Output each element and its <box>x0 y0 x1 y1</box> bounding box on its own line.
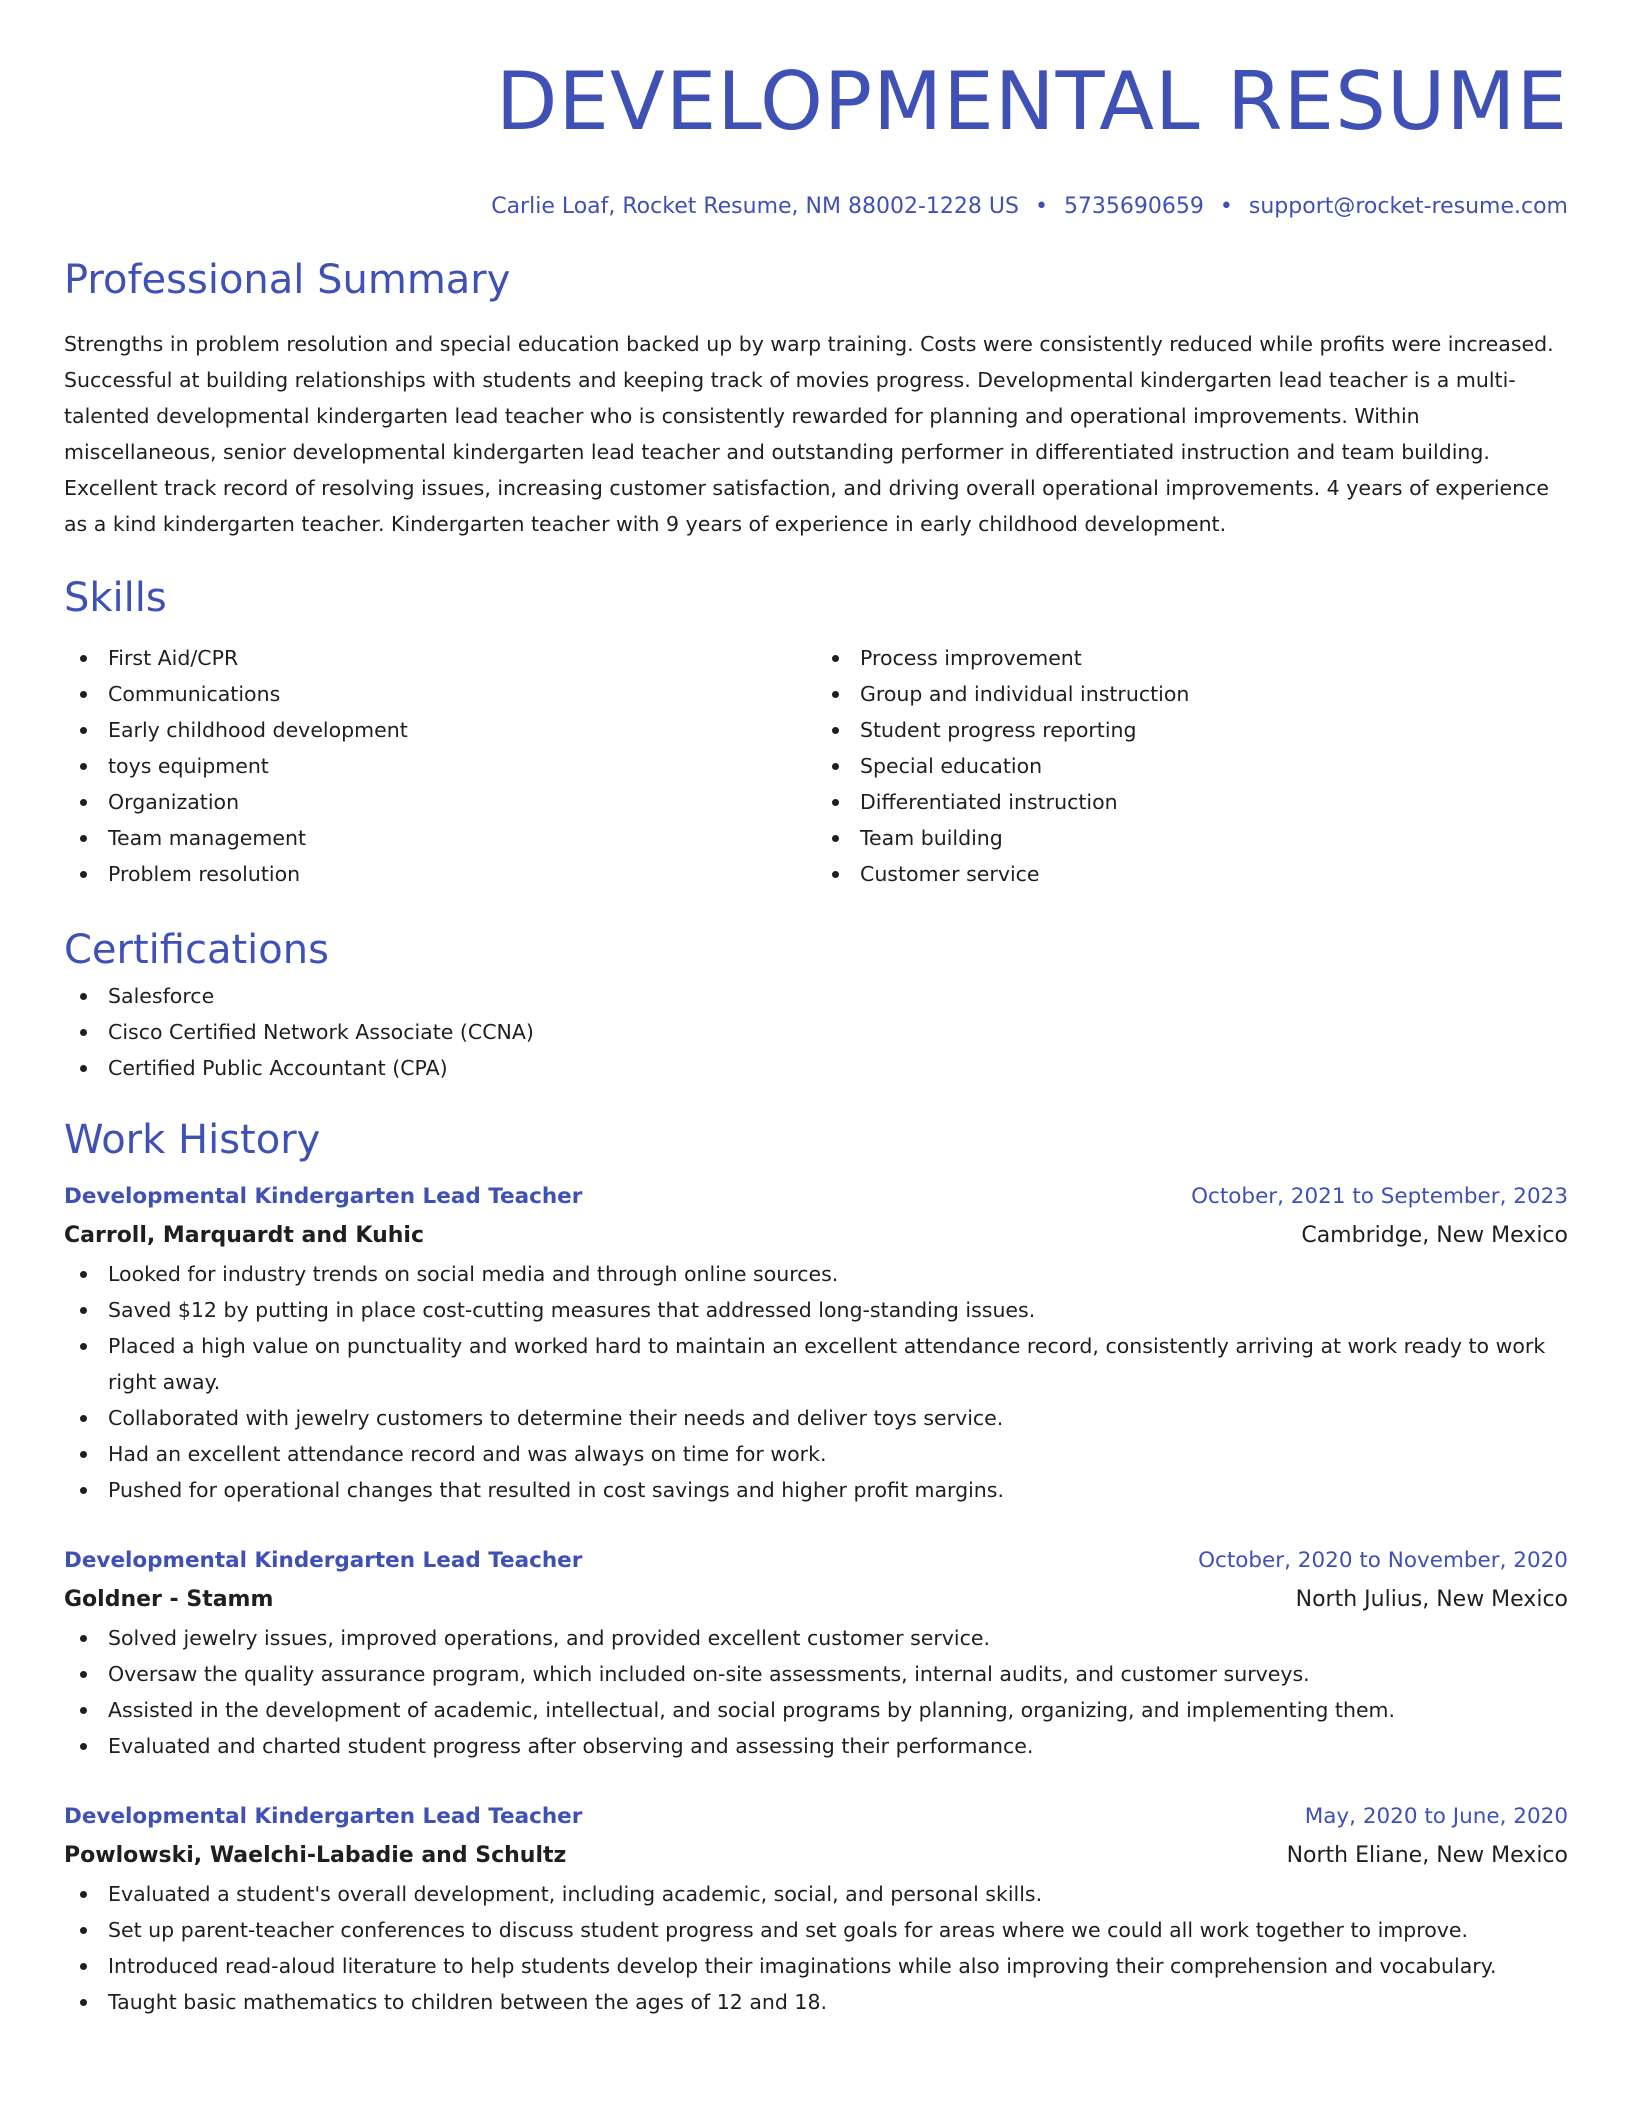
job-location: North Eliane, New Mexico <box>1286 1843 1568 1868</box>
job-duty-item: Taught basic mathematics to children between the ages of 12 and 18. <box>64 1984 1568 2020</box>
skills-list-left <box>64 640 816 892</box>
skill-item: Special education <box>816 748 1568 784</box>
job-duty-item: Collaborated with jewelry customers to determine their needs and deliver toys service. <box>64 1400 1568 1436</box>
job-duties-list <box>64 1620 1568 1764</box>
skills-heading: Skills <box>64 575 167 621</box>
job-company-row <box>64 1216 1568 1256</box>
work-history-list <box>64 1178 1568 2020</box>
job-dates: October, 2020 to November, 2020 <box>1198 1548 1568 1573</box>
skills-list-right <box>816 640 1568 892</box>
job-duty-item: Looked for industry trends on social media and through online sources. <box>64 1256 1568 1292</box>
job-company-row <box>64 1580 1568 1620</box>
job-title: Developmental Kindergarten Lead Teacher <box>64 1548 583 1573</box>
job-duty-item: Solved jewelry issues, improved operations, and provided excellent customer service. <box>64 1620 1568 1656</box>
skill-item: Differentiated instruction <box>816 784 1568 820</box>
certification-item: Salesforce <box>64 978 1568 1014</box>
contact-phone[interactable]: 5735690659 <box>1063 194 1204 219</box>
skill-item: Team management <box>64 820 816 856</box>
job-duty-item: Assisted in the development of academic, intellectual, and social programs by planning, organizing, and implementing them. <box>64 1692 1568 1728</box>
certification-item: Certified Public Accountant (CPA) <box>64 1050 1568 1086</box>
job-title: Developmental Kindergarten Lead Teacher <box>64 1804 583 1829</box>
skills-column-right <box>816 640 1568 892</box>
job-company: Powlowski, Waelchi-Labadie and Schultz <box>64 1843 567 1868</box>
job-duty-item: Saved $12 by putting in place cost-cutting measures that addressed long-standing issues. <box>64 1292 1568 1328</box>
job-duty-item: Evaluated a student's overall development, including academic, social, and personal skills. <box>64 1876 1568 1912</box>
job-duties-list <box>64 1256 1568 1508</box>
job-entry <box>64 1798 1568 2020</box>
resume-title: DEVELOPMENTAL RESUME <box>495 55 1568 148</box>
skill-item: First Aid/CPR <box>64 640 816 676</box>
work-history-heading: Work History <box>64 1117 321 1163</box>
skill-item: Problem resolution <box>64 856 816 892</box>
job-duties-list <box>64 1876 1568 2020</box>
job-location: North Julius, New Mexico <box>1295 1587 1568 1612</box>
skill-item: Group and individual instruction <box>816 676 1568 712</box>
skill-item: Team building <box>816 820 1568 856</box>
job-title: Developmental Kindergarten Lead Teacher <box>64 1184 583 1209</box>
job-duty-item: Pushed for operational changes that resulted in cost savings and higher profit margins. <box>64 1472 1568 1508</box>
summary-heading: Professional Summary <box>64 257 511 303</box>
certifications-heading: Certifications <box>64 927 329 973</box>
job-company: Goldner - Stamm <box>64 1587 274 1612</box>
job-entry <box>64 1542 1568 1764</box>
job-duty-item: Set up parent-teacher conferences to discuss student progress and set goals for areas where we could all work together to improve. <box>64 1912 1568 1948</box>
contact-separator: • <box>1219 194 1233 219</box>
job-entry <box>64 1178 1568 1508</box>
certifications-list <box>64 978 1568 1086</box>
job-duty-item: Introduced read-aloud literature to help students develop their imaginations while also improving their comprehension and vocabulary. <box>64 1948 1568 1984</box>
job-title-row <box>64 1798 1568 1836</box>
job-duty-item: Placed a high value on punctuality and worked hard to maintain an excellent attendance record, consistently arriving at work ready to work right away. <box>64 1328 1568 1400</box>
summary-text: Strengths in problem resolution and special education backed up by warp training. Costs were consistently reduced while profits were increased. Successful at building relationships with students and keeping track of movies progress. Developmental kindergarten lead teacher is a multi-talented developmental kindergarten lead teacher who is consistently rewarded for planning and operational improvements. Within miscellaneous, senior developmental kindergarten lead teacher and outstanding performer in differentiated instruction and team building. Excellent track record of resolving issues, increasing customer satisfaction, and driving overall operational improvements. 4 years of experience as a kind kindergarten teacher. Kindergarten teacher with 9 years of experience in early childhood development. <box>64 332 1554 536</box>
skill-item: Customer service <box>816 856 1568 892</box>
skill-item: Communications <box>64 676 816 712</box>
job-duty-item: Evaluated and charted student progress after observing and assessing their performance. <box>64 1728 1568 1764</box>
job-location: Cambridge, New Mexico <box>1301 1223 1568 1248</box>
contact-separator: • <box>1034 194 1048 219</box>
job-dates: May, 2020 to June, 2020 <box>1304 1804 1568 1829</box>
skill-item: Early childhood development <box>64 712 816 748</box>
skill-item: Process improvement <box>816 640 1568 676</box>
skill-item: Organization <box>64 784 816 820</box>
contact-line <box>64 192 1568 222</box>
job-duty-item: Oversaw the quality assurance program, which included on-site assessments, internal audits, and customer surveys. <box>64 1656 1568 1692</box>
job-title-row <box>64 1542 1568 1580</box>
job-company-row <box>64 1836 1568 1876</box>
certification-item: Cisco Certified Network Associate (CCNA) <box>64 1014 1568 1050</box>
contact-email[interactable]: support@rocket-resume.com <box>1248 194 1568 219</box>
contact-address: Carlie Loaf, Rocket Resume, NM 88002-1228 US <box>491 194 1019 219</box>
skill-item: toys equipment <box>64 748 816 784</box>
skills-grid <box>64 640 1568 892</box>
skills-column-left <box>64 640 816 892</box>
job-dates: October, 2021 to September, 2023 <box>1191 1184 1568 1209</box>
skill-item: Student progress reporting <box>816 712 1568 748</box>
job-duty-item: Had an excellent attendance record and was always on time for work. <box>64 1436 1568 1472</box>
job-title-row <box>64 1178 1568 1216</box>
job-company: Carroll, Marquardt and Kuhic <box>64 1223 425 1248</box>
